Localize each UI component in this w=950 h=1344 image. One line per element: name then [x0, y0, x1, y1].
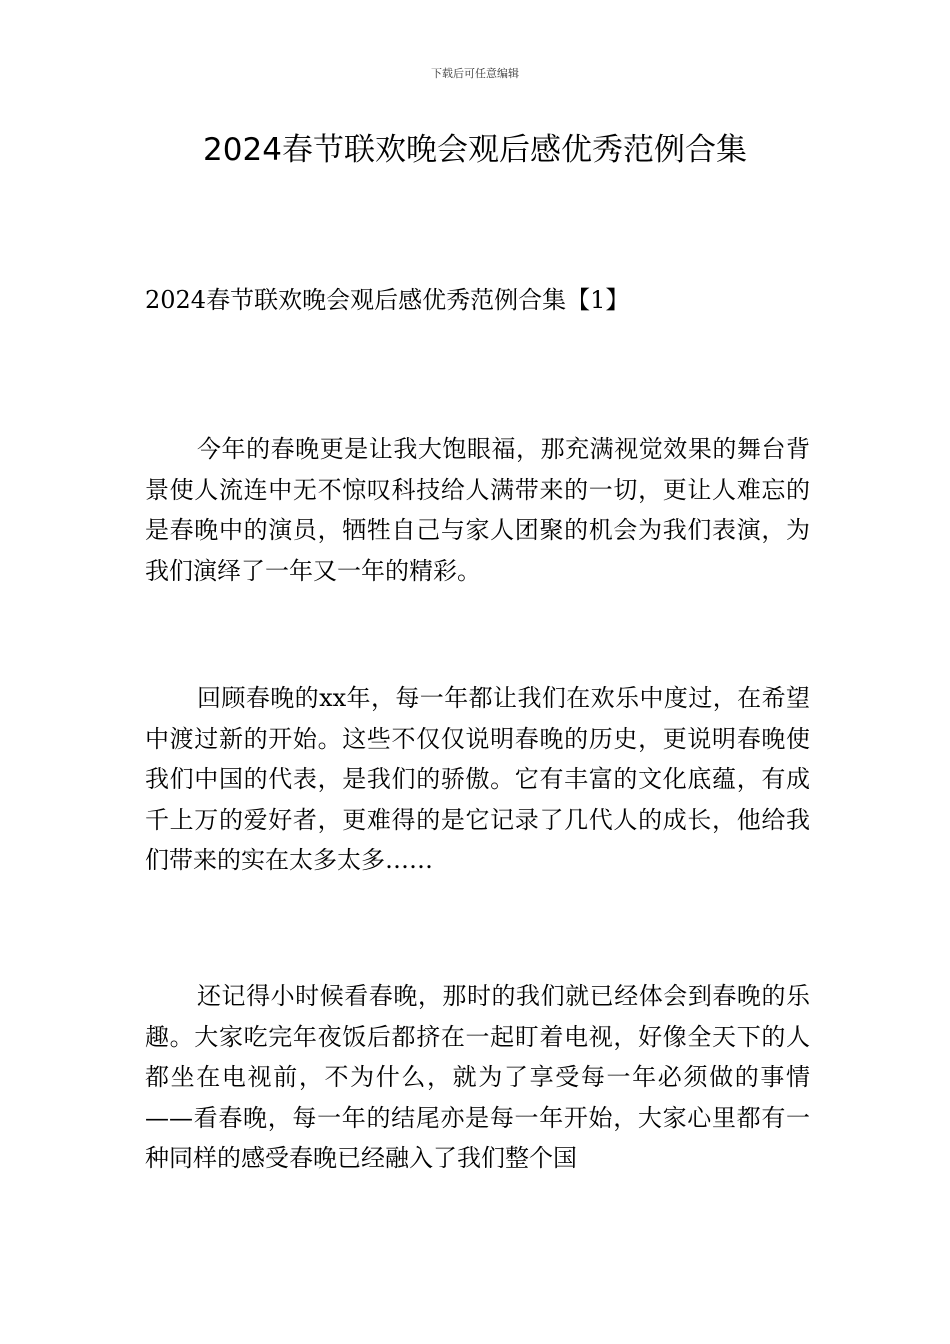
section-heading: 2024春节联欢晚会观后感优秀范例合集【1】	[145, 286, 630, 314]
paragraph-2: 回顾春晚的xx年，每一年都让我们在欢乐中度过，在希望中渡过新的开始。这些不仅仅说明春晚的历史，更说明春晚使我们中国的代表，是我们的骄傲。它有丰富的文化底蕴，有成千上万的爱好者，更难得的是它记录了几代人的成长，他给我们带来的实在太多太多……	[145, 684, 810, 874]
header-note: 下载后可任意编辑	[431, 67, 519, 80]
paragraph-3: 还记得小时候看春晚，那时的我们就已经体会到春晚的乐趣。大家吃完年夜饭后都挤在一起盯着电视，好像全天下的人都坐在电视前，不为什么，就为了享受每一年必须做的事情——看春晚，每一年的结尾亦是每一年开始，大家心里都有一种同样的感受春晚已经融入了我们整个国	[145, 982, 810, 1172]
document-title: 2024春节联欢晚会观后感优秀范例合集	[203, 132, 747, 168]
paragraph-1: 今年的春晚更是让我大饱眼福，那充满视觉效果的舞台背景使人流连中无不惊叹科技给人满带来的一切，更让人难忘的是春晚中的演员，牺牲自己与家人团聚的机会为我们表演，为我们演绎了一年又一年的精彩。	[145, 435, 810, 585]
